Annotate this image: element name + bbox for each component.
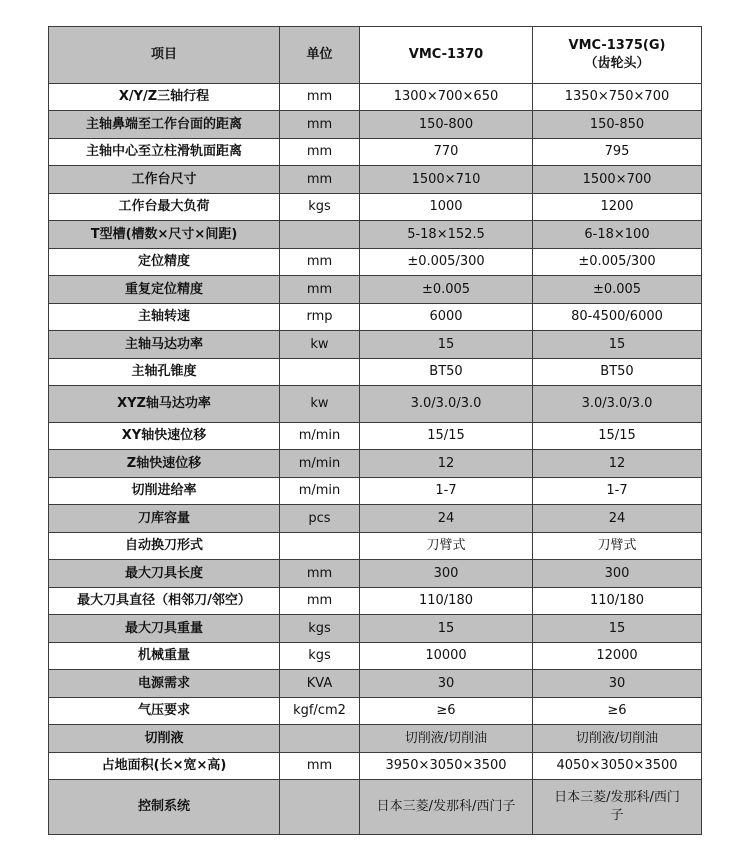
row-label: XYZ轴马达功率 bbox=[49, 386, 280, 423]
row-label: Z轴快速位移 bbox=[49, 450, 280, 478]
row-unit: rmp bbox=[280, 304, 360, 331]
row-unit: mm bbox=[280, 588, 360, 615]
table-row bbox=[49, 386, 702, 423]
row-unit: kgs bbox=[280, 615, 360, 643]
table-row bbox=[49, 221, 702, 249]
row-unit bbox=[280, 359, 360, 386]
row-value-model-2: 1500×700 bbox=[533, 166, 702, 194]
row-value-model-1: 10000 bbox=[360, 643, 533, 670]
table-row bbox=[49, 304, 702, 331]
table-row bbox=[49, 111, 702, 139]
row-value-model-1: ±0.005 bbox=[360, 276, 533, 304]
table-row bbox=[49, 331, 702, 359]
row-value-model-2: 12 bbox=[533, 450, 702, 478]
row-unit: mm bbox=[280, 84, 360, 111]
table-row bbox=[49, 84, 702, 111]
row-unit: kgs bbox=[280, 194, 360, 221]
row-label: 最大刀具长度 bbox=[49, 560, 280, 588]
row-value-model-2: 15 bbox=[533, 331, 702, 359]
row-value-model-2: 1350×750×700 bbox=[533, 84, 702, 111]
header-item: 项目 bbox=[49, 27, 280, 84]
row-value-model-2: 24 bbox=[533, 505, 702, 533]
row-unit: mm bbox=[280, 249, 360, 276]
row-label: 切削进给率 bbox=[49, 478, 280, 505]
row-label: 主轴孔锥度 bbox=[49, 359, 280, 386]
row-label: 切削液 bbox=[49, 725, 280, 753]
row-value-model-2: 6-18×100 bbox=[533, 221, 702, 249]
row-value-model-1: 150-800 bbox=[360, 111, 533, 139]
row-label: X/Y/Z三轴行程 bbox=[49, 84, 280, 111]
row-value-model-2: 80-4500/6000 bbox=[533, 304, 702, 331]
table-row bbox=[49, 643, 702, 670]
row-value-model-1: 3950×3050×3500 bbox=[360, 753, 533, 780]
row-value-model-2: 1-7 bbox=[533, 478, 702, 505]
row-value-model-1: 5-18×152.5 bbox=[360, 221, 533, 249]
table-row bbox=[49, 249, 702, 276]
row-value-model-1: 300 bbox=[360, 560, 533, 588]
table-row bbox=[49, 166, 702, 194]
spec-table-body bbox=[49, 27, 702, 835]
table-row bbox=[49, 560, 702, 588]
row-label: 主轴中心至立柱滑轨面距离 bbox=[49, 139, 280, 166]
table-row bbox=[49, 753, 702, 780]
row-value-model-2 bbox=[533, 780, 702, 835]
row-label: XY轴快速位移 bbox=[49, 423, 280, 450]
row-label: T型槽(槽数×尺寸×间距) bbox=[49, 221, 280, 249]
row-value-model-2: 795 bbox=[533, 139, 702, 166]
table-row bbox=[49, 725, 702, 753]
row-unit: m/min bbox=[280, 423, 360, 450]
row-value-model-1: 1500×710 bbox=[360, 166, 533, 194]
row-label: 最大刀具重量 bbox=[49, 615, 280, 643]
row-value-model-2: BT50 bbox=[533, 359, 702, 386]
row-label: 占地面积(长×宽×高) bbox=[49, 753, 280, 780]
table-row bbox=[49, 423, 702, 450]
row-value-model-1: 15 bbox=[360, 615, 533, 643]
row-unit: kgs bbox=[280, 643, 360, 670]
row-label: 最大刀具直径（相邻刀/邻空） bbox=[49, 588, 280, 615]
row-value-model-2: 4050×3050×3500 bbox=[533, 753, 702, 780]
row-label: 主轴转速 bbox=[49, 304, 280, 331]
row-label: 工作台尺寸 bbox=[49, 166, 280, 194]
row-value-model-2: 1200 bbox=[533, 194, 702, 221]
row-value-model-1: 1000 bbox=[360, 194, 533, 221]
table-row bbox=[49, 359, 702, 386]
row-value-model-1: ±0.005/300 bbox=[360, 249, 533, 276]
row-value-model-1: 15/15 bbox=[360, 423, 533, 450]
row-label: 主轴鼻端至工作台面的距离 bbox=[49, 111, 280, 139]
row-label: 工作台最大负荷 bbox=[49, 194, 280, 221]
row-unit: mm bbox=[280, 139, 360, 166]
row-unit: mm bbox=[280, 166, 360, 194]
row-unit: m/min bbox=[280, 478, 360, 505]
row-value-model-2-line-2: 子 bbox=[610, 808, 624, 823]
table-row bbox=[49, 780, 702, 835]
row-unit: mm bbox=[280, 276, 360, 304]
row-value-model-1: 110/180 bbox=[360, 588, 533, 615]
row-value-model-2: 切削液/切削油 bbox=[533, 725, 702, 753]
row-unit: kw bbox=[280, 386, 360, 423]
row-unit: KVA bbox=[280, 670, 360, 698]
row-value-model-2: 刀臂式 bbox=[533, 533, 702, 560]
row-value-model-1: 1-7 bbox=[360, 478, 533, 505]
row-label: 主轴马达功率 bbox=[49, 331, 280, 359]
row-unit bbox=[280, 780, 360, 835]
row-value-model-1: ≥6 bbox=[360, 698, 533, 725]
table-row bbox=[49, 276, 702, 304]
header-model-2-note: （齿轮头） bbox=[584, 56, 650, 71]
row-value-model-1: 1300×700×650 bbox=[360, 84, 533, 111]
row-unit bbox=[280, 725, 360, 753]
table-row bbox=[49, 450, 702, 478]
table-row bbox=[49, 505, 702, 533]
row-value-model-1: 日本三菱/发那科/西门子 bbox=[360, 780, 533, 835]
row-value-model-1: 刀臂式 bbox=[360, 533, 533, 560]
table-row bbox=[49, 698, 702, 725]
row-value-model-2: 15/15 bbox=[533, 423, 702, 450]
table-row bbox=[49, 588, 702, 615]
row-label: 重复定位精度 bbox=[49, 276, 280, 304]
table-row bbox=[49, 533, 702, 560]
row-value-model-1: 6000 bbox=[360, 304, 533, 331]
row-value-model-1: BT50 bbox=[360, 359, 533, 386]
table-row bbox=[49, 615, 702, 643]
header-model-2-name: VMC-1375(G) bbox=[568, 38, 666, 53]
row-label: 刀库容量 bbox=[49, 505, 280, 533]
row-unit: mm bbox=[280, 753, 360, 780]
row-value-model-2: 110/180 bbox=[533, 588, 702, 615]
row-label: 控制系统 bbox=[49, 780, 280, 835]
row-unit: m/min bbox=[280, 450, 360, 478]
header-model-2 bbox=[533, 27, 702, 84]
row-value-model-2-line-1: 日本三菱/发那科/西门 bbox=[554, 790, 680, 805]
row-value-model-1: 24 bbox=[360, 505, 533, 533]
row-unit: kgf/cm2 bbox=[280, 698, 360, 725]
row-value-model-2: 12000 bbox=[533, 643, 702, 670]
row-value-model-1: 切削液/切削油 bbox=[360, 725, 533, 753]
row-label: 电源需求 bbox=[49, 670, 280, 698]
table-row bbox=[49, 670, 702, 698]
row-value-model-2: ±0.005 bbox=[533, 276, 702, 304]
row-unit bbox=[280, 221, 360, 249]
table-row bbox=[49, 139, 702, 166]
row-value-model-1: 3.0/3.0/3.0 bbox=[360, 386, 533, 423]
row-label: 机械重量 bbox=[49, 643, 280, 670]
row-value-model-1: 30 bbox=[360, 670, 533, 698]
row-value-model-1: 15 bbox=[360, 331, 533, 359]
header-model-1: VMC-1370 bbox=[360, 27, 533, 84]
row-unit: pcs bbox=[280, 505, 360, 533]
table-row bbox=[49, 478, 702, 505]
row-unit: kw bbox=[280, 331, 360, 359]
row-value-model-2: 30 bbox=[533, 670, 702, 698]
row-unit: mm bbox=[280, 111, 360, 139]
row-unit bbox=[280, 533, 360, 560]
row-value-model-2: 150-850 bbox=[533, 111, 702, 139]
row-unit: mm bbox=[280, 560, 360, 588]
row-value-model-1: 12 bbox=[360, 450, 533, 478]
spec-table bbox=[48, 26, 702, 835]
row-label: 气压要求 bbox=[49, 698, 280, 725]
row-value-model-2: 300 bbox=[533, 560, 702, 588]
row-value-model-1: 770 bbox=[360, 139, 533, 166]
table-row bbox=[49, 194, 702, 221]
row-value-model-2: ±0.005/300 bbox=[533, 249, 702, 276]
row-value-model-2: 15 bbox=[533, 615, 702, 643]
table-header-row bbox=[49, 27, 702, 84]
row-value-model-2: 3.0/3.0/3.0 bbox=[533, 386, 702, 423]
row-label: 定位精度 bbox=[49, 249, 280, 276]
row-label: 自动换刀形式 bbox=[49, 533, 280, 560]
header-unit: 单位 bbox=[280, 27, 360, 84]
row-value-model-2: ≥6 bbox=[533, 698, 702, 725]
